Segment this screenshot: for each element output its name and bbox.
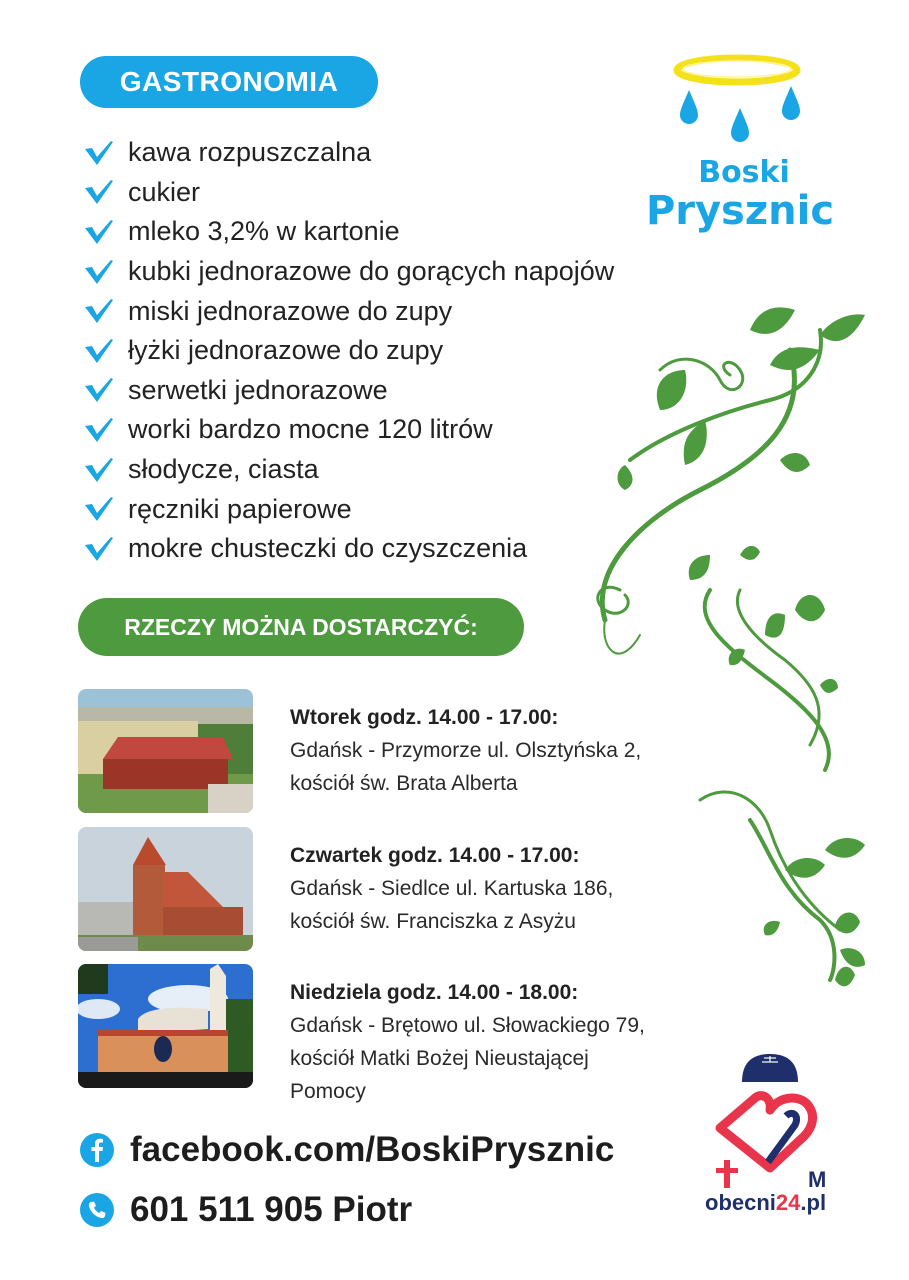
list-item: cukier bbox=[84, 173, 614, 213]
facebook-icon bbox=[80, 1133, 114, 1167]
boski-prysznic-logo bbox=[636, 48, 846, 238]
location-card bbox=[78, 827, 718, 951]
church-photo-matki-bozej bbox=[78, 964, 253, 1088]
phone-number: 601 511 905 Piotr bbox=[130, 1190, 413, 1229]
checkmark-icon bbox=[84, 496, 114, 522]
delivery-locations-label: RZECZY MOŻNA DOSTARCZYĆ: bbox=[124, 613, 478, 640]
cross-icon bbox=[724, 1160, 730, 1188]
svg-text:Boski: Boski bbox=[698, 155, 790, 190]
svg-text:M: M bbox=[808, 1167, 827, 1192]
checkmark-icon bbox=[84, 338, 114, 364]
church-photo-franciszka bbox=[78, 827, 253, 951]
gastronomy-checklist bbox=[84, 133, 614, 569]
checkmark-icon bbox=[84, 259, 114, 285]
gastronomia-header bbox=[80, 56, 378, 108]
obecni24-link[interactable]: obecni24.pl bbox=[705, 1190, 827, 1215]
list-item: słodycze, ciasta bbox=[84, 450, 614, 490]
church-photo-brata-alberta bbox=[78, 689, 253, 813]
checkmark-icon bbox=[84, 457, 114, 483]
checkmark-icon bbox=[84, 219, 114, 245]
list-item: serwetki jednorazowe bbox=[84, 371, 614, 411]
location-details: Wtorek godz. 14.00 - 17.00: Gdańsk - Przymorze ul. Olsztyńska 2, kościół św. Brata Alberta bbox=[290, 706, 642, 795]
list-item: kubki jednorazowe do gorących napojów bbox=[84, 252, 614, 292]
list-item: mokre chusteczki do czyszczenia bbox=[84, 529, 614, 569]
svg-text:Prysznic: Prysznic bbox=[645, 188, 835, 234]
heart-icon bbox=[720, 1096, 813, 1168]
list-item: worki bardzo mocne 120 litrów bbox=[84, 410, 614, 450]
list-item: mleko 3,2% w kartonie bbox=[84, 212, 614, 252]
list-item: kawa rozpuszczalna bbox=[84, 133, 614, 173]
location-details: Czwartek godz. 14.00 - 17.00: Gdańsk - Siedlce ul. Kartuska 186, kościół św. Franciszka z Asyżu bbox=[290, 844, 614, 933]
checkmark-icon bbox=[84, 298, 114, 324]
gastronomia-label: GASTRONOMIA bbox=[119, 66, 339, 97]
checkmark-icon bbox=[84, 536, 114, 562]
delivery-locations-header bbox=[78, 598, 524, 656]
phone-contact bbox=[80, 1190, 412, 1230]
location-card bbox=[78, 689, 718, 813]
list-item: miski jednorazowe do zupy bbox=[84, 291, 614, 331]
facebook-contact[interactable] bbox=[80, 1130, 614, 1170]
list-item: łyżki jednorazowe do zupy bbox=[84, 331, 614, 371]
checkmark-icon bbox=[84, 140, 114, 166]
checkmark-icon bbox=[84, 417, 114, 443]
location-card bbox=[78, 964, 718, 1103]
halo-and-drops-icon bbox=[636, 48, 846, 238]
facebook-link[interactable]: facebook.com/BoskiPrysznic bbox=[130, 1130, 615, 1169]
checkmark-icon bbox=[84, 179, 114, 205]
phone-icon bbox=[80, 1193, 114, 1227]
location-details: Niedziela godz. 14.00 - 18.00: Gdańsk - Brętowo ul. Słowackiego 79, kościół Matki Bożej Nieustającej Pomocy bbox=[290, 981, 645, 1103]
list-item: ręczniki papierowe bbox=[84, 489, 614, 529]
checkmark-icon bbox=[84, 377, 114, 403]
